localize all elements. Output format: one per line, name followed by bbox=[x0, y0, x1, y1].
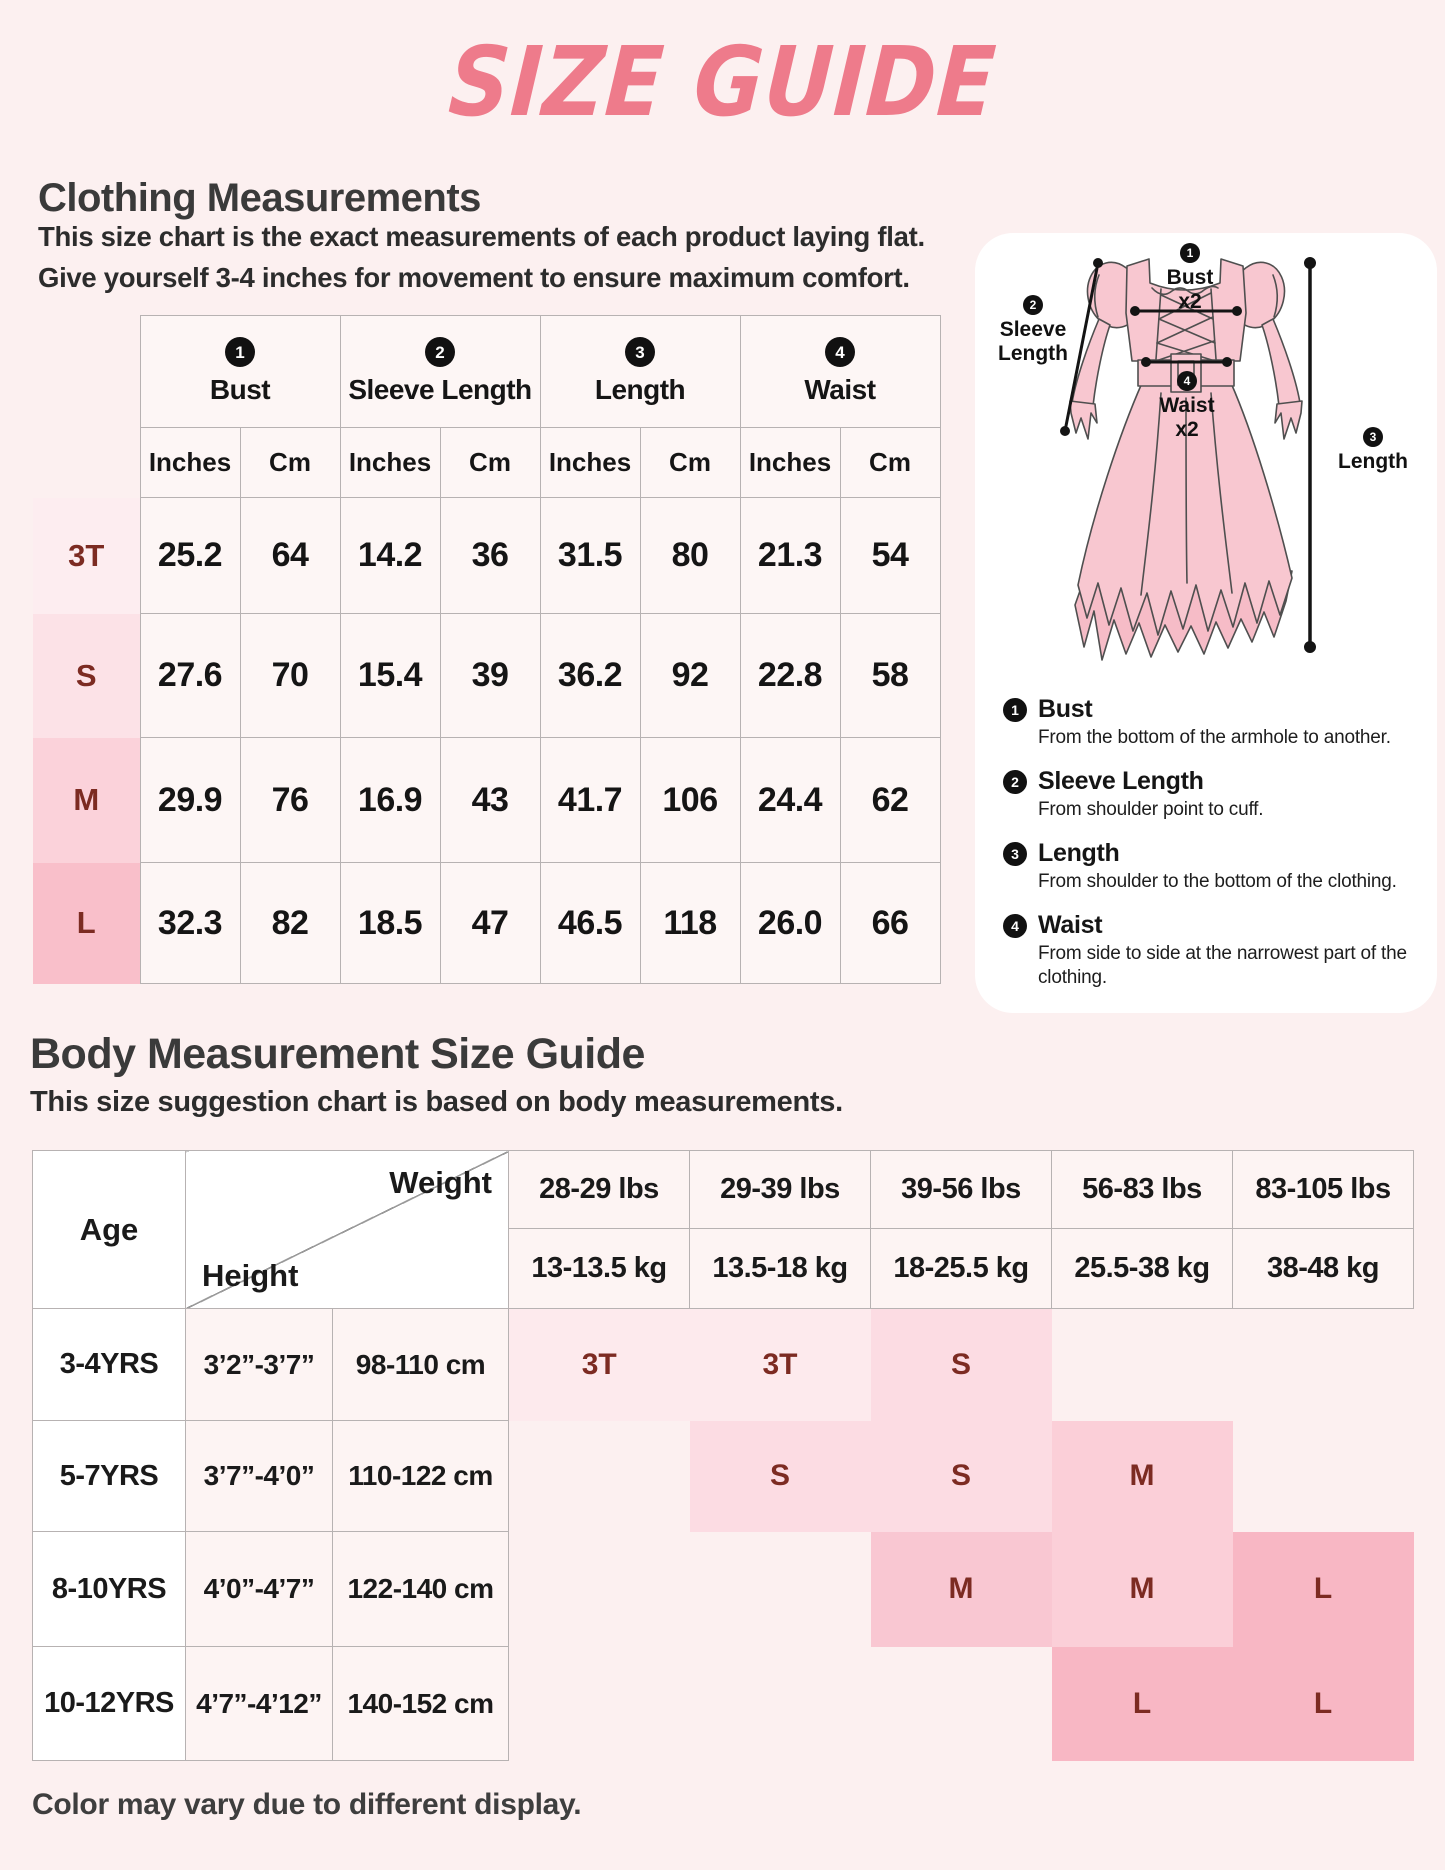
number-1-icon: 1 bbox=[1003, 698, 1027, 722]
number-4-icon: 4 bbox=[825, 337, 855, 367]
weight-kg-header: 18-25.5 kg bbox=[871, 1229, 1052, 1309]
weight-lbs-header: 39-56 lbs bbox=[871, 1151, 1052, 1229]
number-3-icon: 3 bbox=[1363, 427, 1383, 447]
recommended-size-cell bbox=[509, 1532, 690, 1647]
height-header: Height bbox=[202, 1258, 299, 1293]
recommended-size-cell bbox=[1233, 1421, 1414, 1532]
age-cell: 8-10YRS bbox=[33, 1532, 186, 1647]
measurement-value: 27.6 bbox=[140, 614, 240, 738]
number-1-icon: 1 bbox=[1180, 243, 1200, 263]
weight-kg-header: 38-48 kg bbox=[1233, 1229, 1414, 1309]
table-row-3t bbox=[33, 498, 940, 614]
height-ft-cell: 4’0”-4’7” bbox=[186, 1532, 333, 1647]
measurement-value: 80 bbox=[640, 498, 740, 614]
clothing-measurements-table bbox=[33, 315, 941, 984]
measurement-value: 54 bbox=[840, 498, 940, 614]
dress-diagram-panel bbox=[975, 233, 1437, 1013]
weight-lbs-header: 56-83 lbs bbox=[1052, 1151, 1233, 1229]
measurement-value: 26.0 bbox=[740, 863, 840, 984]
table-row-l bbox=[33, 863, 940, 984]
measurement-value: 21.3 bbox=[740, 498, 840, 614]
recommended-size-cell: S bbox=[871, 1309, 1052, 1421]
recommended-size-cell bbox=[509, 1647, 690, 1761]
clothing-measurements-description bbox=[38, 216, 925, 298]
recommended-size-cell bbox=[690, 1647, 871, 1761]
annotation-length: 3 Length bbox=[1315, 423, 1431, 474]
measurement-value: 18.5 bbox=[340, 863, 440, 984]
description-line-2: Give yourself 3-4 inches for movement to ensure maximum comfort. bbox=[38, 262, 910, 293]
recommended-size-cell: S bbox=[871, 1421, 1052, 1532]
age-header: Age bbox=[33, 1151, 186, 1309]
size-label-3t: 3T bbox=[33, 498, 140, 614]
column-header-bust: 1 Bust bbox=[140, 316, 340, 428]
column-header-sleeve-length: 2 Sleeve Length bbox=[340, 316, 540, 428]
weight-lbs-header-row bbox=[33, 1151, 1414, 1229]
unit-header: Inches bbox=[540, 428, 640, 498]
unit-header: Cm bbox=[440, 428, 540, 498]
legend-item-waist: 4 Waist From side to side at the narrowest part of the clothing. bbox=[1003, 911, 1413, 990]
measurement-value: 64 bbox=[240, 498, 340, 614]
body-measurement-heading: Body Measurement Size Guide bbox=[30, 1030, 645, 1078]
age-cell: 10-12YRS bbox=[33, 1647, 186, 1761]
height-ft-cell: 3’2”-3’7” bbox=[186, 1309, 333, 1421]
unit-header: Inches bbox=[740, 428, 840, 498]
measurement-value: 106 bbox=[640, 738, 740, 863]
weight-lbs-header: 28-29 lbs bbox=[509, 1151, 690, 1229]
number-2-icon: 2 bbox=[1023, 295, 1043, 315]
hand-right bbox=[1275, 401, 1302, 439]
size-label-s: S bbox=[33, 614, 140, 738]
column-header-length: 3 Length bbox=[540, 316, 740, 428]
number-3-icon: 3 bbox=[1003, 842, 1027, 866]
recommended-size-cell: L bbox=[1052, 1647, 1233, 1761]
weight-lbs-header: 29-39 lbs bbox=[690, 1151, 871, 1229]
hand-left bbox=[1070, 401, 1097, 439]
legend-item-bust: 1 Bust From the bottom of the armhole to another. bbox=[1003, 695, 1413, 750]
legend-item-length: 3 Length From shoulder to the bottom of the clothing. bbox=[1003, 839, 1413, 894]
measurement-value: 36.2 bbox=[540, 614, 640, 738]
body-measurement-description: This size suggestion chart is based on body measurements. bbox=[30, 1086, 843, 1118]
measurement-value: 14.2 bbox=[340, 498, 440, 614]
measurement-value: 82 bbox=[240, 863, 340, 984]
number-3-icon: 3 bbox=[625, 337, 655, 367]
weight-kg-header: 25.5-38 kg bbox=[1052, 1229, 1233, 1309]
measurement-value: 36 bbox=[440, 498, 540, 614]
recommended-size-cell bbox=[1233, 1309, 1414, 1421]
length-measure-line bbox=[1305, 258, 1316, 653]
measurement-value: 29.9 bbox=[140, 738, 240, 863]
unit-header: Cm bbox=[840, 428, 940, 498]
unit-header: Cm bbox=[640, 428, 740, 498]
unit-header: Inches bbox=[340, 428, 440, 498]
measurement-value: 41.7 bbox=[540, 738, 640, 863]
measurement-value: 24.4 bbox=[740, 738, 840, 863]
color-disclaimer: Color may vary due to different display. bbox=[32, 1788, 582, 1821]
height-cm-cell: 98-110 cm bbox=[333, 1309, 509, 1421]
recommended-size-cell bbox=[690, 1532, 871, 1647]
number-1-icon: 1 bbox=[225, 337, 255, 367]
measurement-value: 32.3 bbox=[140, 863, 240, 984]
unit-header: Cm bbox=[240, 428, 340, 498]
table-row-m bbox=[33, 738, 940, 863]
annotation-waist: 4 Waist x2 bbox=[1122, 367, 1252, 442]
weight-lbs-header: 83-105 lbs bbox=[1233, 1151, 1414, 1229]
measurement-value: 25.2 bbox=[140, 498, 240, 614]
table-row-8-10yrs bbox=[33, 1532, 1414, 1647]
measurement-value: 70 bbox=[240, 614, 340, 738]
recommended-size-cell: 3T bbox=[509, 1309, 690, 1421]
units-header-row bbox=[33, 428, 940, 498]
measurement-legend bbox=[1003, 695, 1413, 1007]
annotation-sleeve-length: 2 Sleeve Length bbox=[977, 291, 1089, 366]
recommended-size-cell: M bbox=[1052, 1532, 1233, 1647]
measurement-value: 46.5 bbox=[540, 863, 640, 984]
height-ft-cell: 4’7”-4’12” bbox=[186, 1647, 333, 1761]
number-4-icon: 4 bbox=[1177, 371, 1197, 391]
recommended-size-cell: M bbox=[871, 1532, 1052, 1647]
legend-item-sleeve-length: 2 Sleeve Length From shoulder point to cuff. bbox=[1003, 767, 1413, 822]
recommended-size-cell: M bbox=[1052, 1421, 1233, 1532]
measurement-value: 118 bbox=[640, 863, 740, 984]
measurement-value: 62 bbox=[840, 738, 940, 863]
recommended-size-cell bbox=[509, 1421, 690, 1532]
height-weight-diagonal-cell bbox=[186, 1151, 509, 1309]
measurement-value: 66 bbox=[840, 863, 940, 984]
page-title-wrap bbox=[0, 26, 1445, 138]
height-cm-cell: 140-152 cm bbox=[333, 1647, 509, 1761]
measurement-value: 58 bbox=[840, 614, 940, 738]
page-title: SIZE GUIDE bbox=[445, 26, 1000, 138]
clothing-measurements-heading: Clothing Measurements bbox=[38, 176, 481, 220]
weight-kg-header: 13.5-18 kg bbox=[690, 1229, 871, 1309]
measurement-value: 76 bbox=[240, 738, 340, 863]
table-row-5-7yrs bbox=[33, 1421, 1414, 1532]
height-cm-cell: 122-140 cm bbox=[333, 1532, 509, 1647]
size-label-l: L bbox=[33, 863, 140, 984]
unit-header: Inches bbox=[140, 428, 240, 498]
number-2-icon: 2 bbox=[425, 337, 455, 367]
table-row-3-4yrs bbox=[33, 1309, 1414, 1421]
recommended-size-cell: 3T bbox=[690, 1309, 871, 1421]
recommended-size-cell bbox=[1052, 1309, 1233, 1421]
recommended-size-cell: S bbox=[690, 1421, 871, 1532]
age-cell: 3-4YRS bbox=[33, 1309, 186, 1421]
recommended-size-cell bbox=[871, 1647, 1052, 1761]
measurement-value: 31.5 bbox=[540, 498, 640, 614]
recommended-size-cell: L bbox=[1233, 1647, 1414, 1761]
number-2-icon: 2 bbox=[1003, 770, 1027, 794]
measurement-value: 39 bbox=[440, 614, 540, 738]
measurement-value: 47 bbox=[440, 863, 540, 984]
measurement-value: 22.8 bbox=[740, 614, 840, 738]
measurement-value: 15.4 bbox=[340, 614, 440, 738]
table-row-s bbox=[33, 614, 940, 738]
measurement-value: 92 bbox=[640, 614, 740, 738]
column-header-waist: 4 Waist bbox=[740, 316, 940, 428]
corner-cell bbox=[33, 316, 140, 498]
measurement-value: 16.9 bbox=[340, 738, 440, 863]
size-label-m: M bbox=[33, 738, 140, 863]
weight-header: Weight bbox=[389, 1165, 492, 1200]
recommended-size-cell: L bbox=[1233, 1532, 1414, 1647]
table-row-10-12yrs bbox=[33, 1647, 1414, 1761]
body-size-table bbox=[32, 1150, 1414, 1761]
measurement-value: 43 bbox=[440, 738, 540, 863]
height-ft-cell: 3’7”-4’0” bbox=[186, 1421, 333, 1532]
table-header-row bbox=[33, 316, 940, 428]
age-cell: 5-7YRS bbox=[33, 1421, 186, 1532]
annotation-bust: 1 Bust x2 bbox=[1125, 239, 1255, 314]
number-4-icon: 4 bbox=[1003, 914, 1027, 938]
arm-right bbox=[1262, 319, 1300, 406]
description-line-1: This size chart is the exact measurements of each product laying flat. bbox=[38, 221, 925, 252]
weight-kg-header: 13-13.5 kg bbox=[509, 1229, 690, 1309]
height-cm-cell: 110-122 cm bbox=[333, 1421, 509, 1532]
